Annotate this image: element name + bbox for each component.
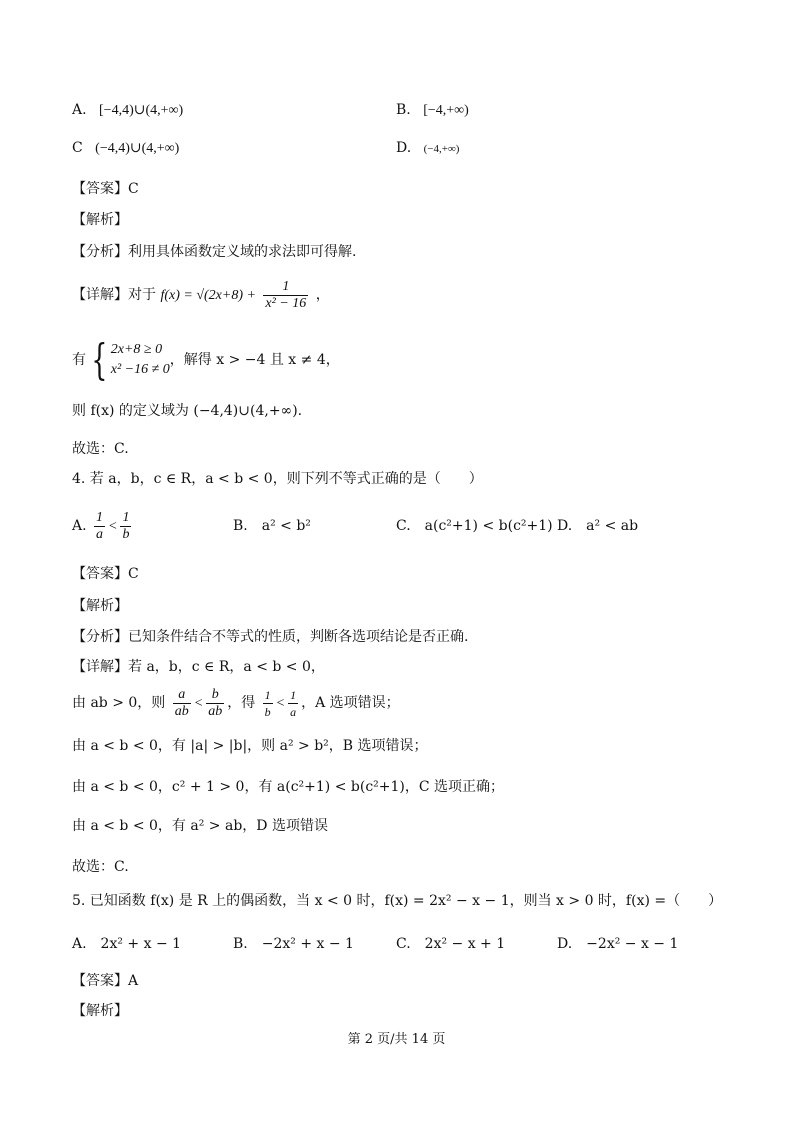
q4-option-a: A. $\frac{1}{a}$ < $\frac{1}{b}$: [72, 509, 130, 542]
q3-option-c: C (−4,4)∪(4,+∞): [72, 140, 180, 156]
q5-answer: 【答案】A: [72, 973, 139, 989]
q3-analysis-heading: 【解析】: [72, 212, 128, 228]
q5-option-b: B. −2x² + x − 1: [233, 936, 354, 952]
q4-option-b: B. a² < b²: [233, 518, 311, 534]
q3-option-d: D. (−4,+∞): [396, 140, 460, 156]
q5-option-a: A. 2x² + x − 1: [72, 936, 182, 952]
q4-option-c: C. a(c²+1) < b(c²+1): [396, 518, 553, 534]
q4-analysis-heading: 【解析】: [72, 598, 128, 614]
q5-option-d: D. −2x² − x − 1: [557, 936, 679, 952]
q5-option-c: C. 2x² − x + 1: [396, 936, 506, 952]
q4-analysis: 【分析】已知条件结合不等式的性质，判断各选项结论是否正确.: [72, 629, 469, 645]
q4-choice: 故选：C.: [72, 859, 129, 875]
q4-stem: 4. 若 a，b，c ∈ R，a < b < 0，则下列不等式正确的是（ ）: [72, 471, 483, 487]
q3-analysis: 【分析】利用具体函数定义域的求法即可得解.: [72, 244, 357, 260]
q5-analysis-heading: 【解析】: [72, 1003, 128, 1019]
q4-answer: 【答案】C: [72, 566, 139, 582]
q4-line-a: 由 ab > 0，则 $\frac{a}{ab}$ < $\frac{b}{ab}$ ，得 $\frac{1}{b}$ < $\frac{1}{a}$ ，A 选项错误；: [72, 686, 400, 719]
q3-domain: 则 f(x) 的定义域为 (−4,4)∪(4,+∞).: [72, 403, 303, 419]
brace-icon: {: [91, 335, 108, 384]
q3-detail: 【详解】对于 f(x) = √(2x+8) + $\frac{1}{\text{x² − 16}}$ ，: [72, 278, 330, 311]
q4-line-b: 由 a < b < 0，有 |a| > |b|，则 a² > b²，B 选项错误；: [72, 738, 428, 754]
q4-line-c: 由 a < b < 0，c² + 1 > 0，有 a(c²+1) < b(c²+1)，C 选项正确；: [72, 779, 505, 795]
q3-option-b: B. [−4,+∞): [396, 102, 469, 118]
page-footer: 第 2 页/共 14 页: [347, 1032, 446, 1047]
q3-option-a: A. [−4,4)∪(4,+∞): [72, 102, 184, 118]
q4-line-d: 由 a < b < 0，有 a² > ab，D 选项错误: [72, 818, 328, 834]
q5-stem: 5. 已知函数 f(x) 是 R 上的偶函数，当 x < 0 时，f(x) = 2x² − x − 1，则当 x > 0 时，f(x) =（ ）: [72, 893, 723, 909]
q3-answer: 【答案】C: [72, 181, 139, 197]
q3-choice: 故选：C.: [72, 441, 129, 457]
q4-option-d: D. a² < ab: [557, 518, 639, 534]
q3-fraction: $\frac{1}{\text{x² − 16}}$: [265, 278, 307, 311]
q3-system: 有 { 2x+8 ≥ 0 x² −16 ≠ 0 ，解得 x > −4 且 x ≠ 4，: [72, 335, 340, 384]
q4-detail: 【详解】若 a，b，c ∈ R，a < b < 0，: [72, 659, 325, 675]
